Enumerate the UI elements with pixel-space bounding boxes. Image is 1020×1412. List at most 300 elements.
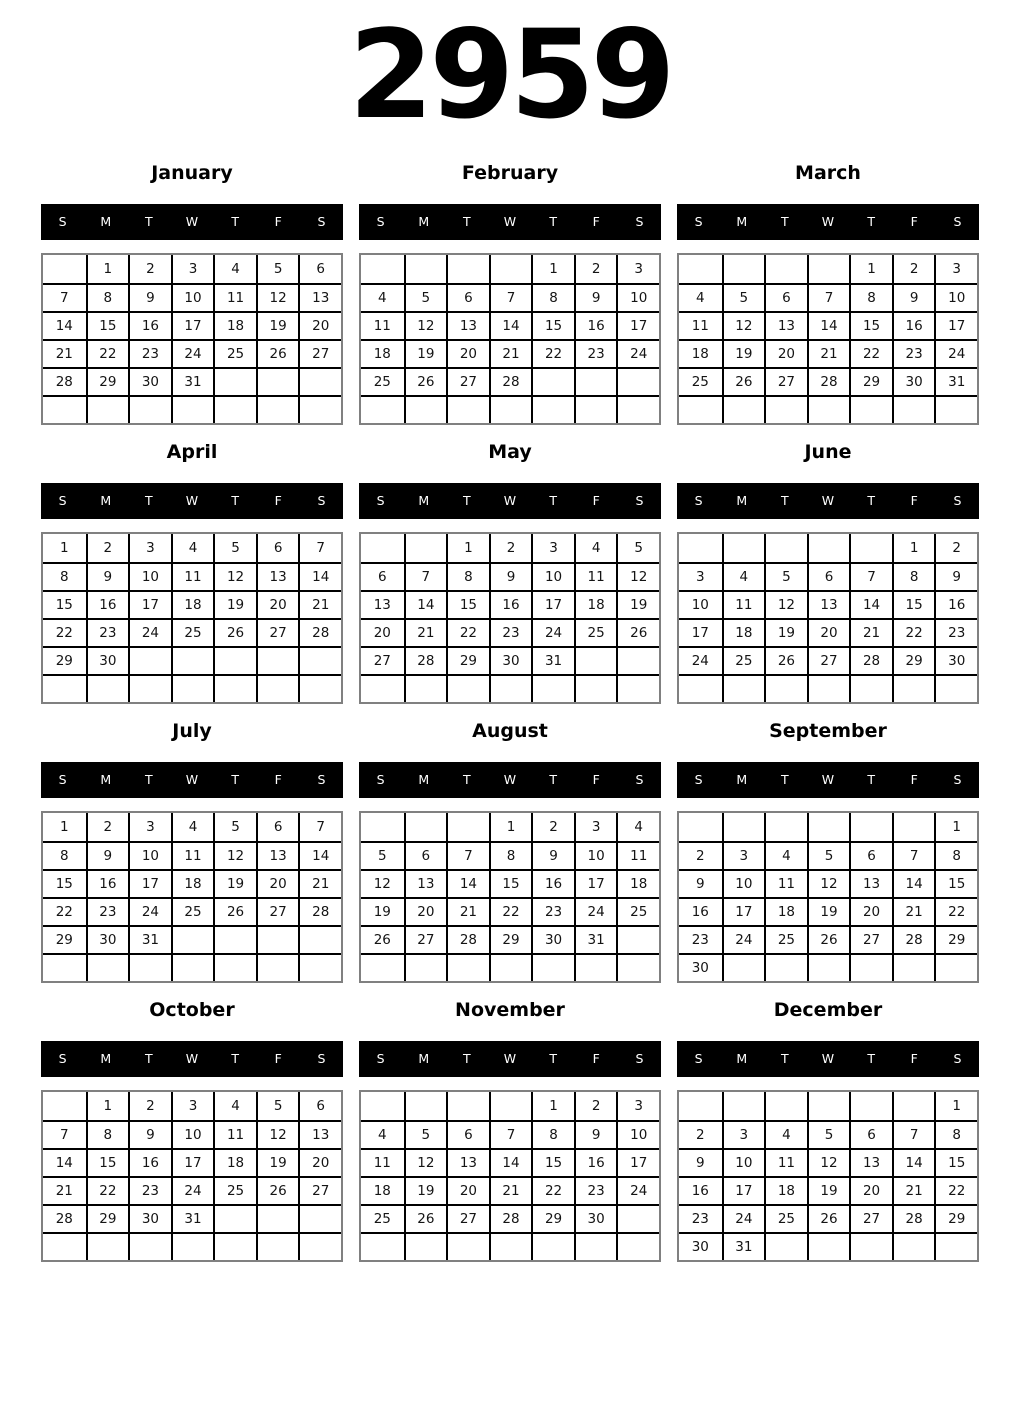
day-cell: 24 — [128, 618, 171, 646]
day-cell: 20 — [764, 339, 807, 367]
day-cell: 28 — [298, 618, 341, 646]
day-cell: 17 — [616, 311, 659, 339]
day-cell-empty — [849, 534, 892, 562]
day-cell: 2 — [128, 255, 171, 283]
weekday-label: T — [549, 1051, 557, 1066]
day-cell: 20 — [849, 897, 892, 925]
day-cell: 11 — [171, 562, 214, 590]
day-cell: 23 — [86, 897, 129, 925]
month-title-december: December — [773, 999, 883, 1021]
day-cell: 31 — [171, 367, 214, 395]
day-cell-empty — [86, 395, 129, 423]
day-cell: 5 — [404, 283, 447, 311]
day-cell: 30 — [574, 1204, 617, 1232]
day-cell: 12 — [213, 562, 256, 590]
day-cell: 6 — [404, 841, 447, 869]
day-cell: 11 — [616, 841, 659, 869]
day-cell-empty — [892, 1232, 935, 1260]
weekday-label: T — [781, 493, 789, 508]
day-cell-empty — [616, 395, 659, 423]
weekday-label: T — [867, 1051, 875, 1066]
day-cell: 1 — [86, 1092, 129, 1120]
month-october — [41, 999, 343, 1262]
day-cell: 22 — [86, 339, 129, 367]
day-cell: 29 — [892, 646, 935, 674]
day-cell-empty — [86, 1232, 129, 1260]
day-cell: 21 — [807, 339, 850, 367]
day-cell: 30 — [531, 925, 574, 953]
day-cell: 11 — [764, 1148, 807, 1176]
month-july — [41, 720, 343, 983]
day-cell: 1 — [489, 813, 532, 841]
day-cell: 17 — [171, 1148, 214, 1176]
day-cell-empty — [531, 953, 574, 981]
day-cell: 21 — [446, 897, 489, 925]
day-cell: 9 — [679, 1148, 722, 1176]
day-cell: 9 — [489, 562, 532, 590]
day-cell: 11 — [213, 283, 256, 311]
day-cell: 11 — [213, 1120, 256, 1148]
day-cell: 15 — [43, 869, 86, 897]
day-cell-empty — [574, 1232, 617, 1260]
month-may — [359, 441, 661, 704]
day-cell-empty — [298, 925, 341, 953]
day-cell: 29 — [86, 367, 129, 395]
day-cell: 7 — [298, 534, 341, 562]
weekday-label: S — [376, 1051, 385, 1066]
day-cell-empty — [298, 1232, 341, 1260]
weekday-label: T — [231, 214, 239, 229]
day-cell: 14 — [298, 562, 341, 590]
day-cell-empty — [574, 367, 617, 395]
day-cell-empty — [764, 813, 807, 841]
day-cell: 14 — [489, 311, 532, 339]
day-cell: 25 — [213, 1176, 256, 1204]
day-cell: 25 — [679, 367, 722, 395]
day-cell-empty — [171, 1232, 214, 1260]
day-cell-empty — [213, 395, 256, 423]
day-cell: 12 — [722, 311, 765, 339]
day-cell-empty — [298, 953, 341, 981]
day-cell: 21 — [892, 897, 935, 925]
day-cell-empty — [446, 255, 489, 283]
day-cell: 15 — [446, 590, 489, 618]
day-cell-empty — [171, 953, 214, 981]
day-cell: 7 — [43, 1120, 86, 1148]
weekday-label: W — [821, 214, 835, 229]
day-cell: 6 — [446, 1120, 489, 1148]
day-cell-empty — [213, 925, 256, 953]
day-cell: 5 — [361, 841, 404, 869]
day-cell: 7 — [404, 562, 447, 590]
day-cell: 13 — [256, 841, 299, 869]
day-cell: 6 — [849, 1120, 892, 1148]
day-cell-empty — [86, 674, 129, 702]
day-cell: 13 — [807, 590, 850, 618]
day-cell-empty — [446, 1092, 489, 1120]
day-cell: 19 — [213, 590, 256, 618]
day-cell: 21 — [298, 590, 341, 618]
day-cell-empty — [679, 255, 722, 283]
day-cell: 28 — [43, 1204, 86, 1232]
day-cell-empty — [171, 925, 214, 953]
day-cell: 18 — [764, 1176, 807, 1204]
day-cell-empty — [43, 674, 86, 702]
day-cell: 27 — [446, 1204, 489, 1232]
day-cell: 21 — [489, 339, 532, 367]
day-cell-empty — [489, 674, 532, 702]
weekday-label: S — [317, 493, 326, 508]
day-cell: 7 — [298, 813, 341, 841]
weekday-label: S — [953, 214, 962, 229]
day-cell: 27 — [298, 1176, 341, 1204]
day-cell: 27 — [404, 925, 447, 953]
day-cell: 27 — [446, 367, 489, 395]
day-cell: 23 — [574, 1176, 617, 1204]
day-grid-may — [359, 532, 661, 704]
day-cell-empty — [128, 646, 171, 674]
day-cell-empty — [171, 674, 214, 702]
day-cell: 25 — [574, 618, 617, 646]
month-november — [359, 999, 661, 1262]
weekday-label: T — [781, 214, 789, 229]
day-cell: 22 — [531, 339, 574, 367]
weekday-label: W — [503, 1051, 517, 1066]
month-title-july: July — [172, 720, 212, 742]
weekday-label: M — [100, 214, 112, 229]
day-cell-empty — [361, 255, 404, 283]
day-cell-empty — [616, 1204, 659, 1232]
day-cell: 30 — [892, 367, 935, 395]
weekday-label: M — [736, 214, 748, 229]
weekday-header-april — [41, 483, 343, 519]
day-cell: 5 — [256, 1092, 299, 1120]
day-cell: 15 — [531, 311, 574, 339]
weekday-header-december — [677, 1041, 979, 1077]
day-cell-empty — [404, 534, 447, 562]
weekday-label: S — [58, 493, 67, 508]
day-cell: 8 — [531, 283, 574, 311]
day-cell: 7 — [892, 1120, 935, 1148]
day-cell: 26 — [256, 339, 299, 367]
day-cell: 1 — [531, 255, 574, 283]
day-cell-empty — [86, 953, 129, 981]
day-cell: 16 — [86, 590, 129, 618]
day-cell: 8 — [43, 562, 86, 590]
day-cell-empty — [679, 813, 722, 841]
day-cell: 17 — [679, 618, 722, 646]
day-cell: 5 — [404, 1120, 447, 1148]
day-cell: 11 — [574, 562, 617, 590]
day-cell: 21 — [43, 339, 86, 367]
day-cell: 17 — [722, 897, 765, 925]
day-cell: 24 — [171, 1176, 214, 1204]
day-cell-empty — [256, 1232, 299, 1260]
day-cell: 9 — [86, 562, 129, 590]
day-cell: 4 — [213, 1092, 256, 1120]
day-cell: 25 — [361, 1204, 404, 1232]
day-cell: 29 — [43, 925, 86, 953]
day-cell: 17 — [934, 311, 977, 339]
day-cell-empty — [489, 255, 532, 283]
day-cell: 27 — [256, 897, 299, 925]
day-cell: 13 — [361, 590, 404, 618]
day-cell: 6 — [764, 283, 807, 311]
day-cell: 4 — [361, 283, 404, 311]
day-cell-empty — [298, 395, 341, 423]
day-cell: 13 — [404, 869, 447, 897]
day-cell-empty — [404, 953, 447, 981]
day-cell: 3 — [722, 841, 765, 869]
day-cell: 2 — [574, 255, 617, 283]
day-cell: 17 — [128, 590, 171, 618]
day-cell: 23 — [934, 618, 977, 646]
day-cell: 2 — [86, 813, 129, 841]
day-cell-empty — [807, 674, 850, 702]
day-cell: 11 — [764, 869, 807, 897]
weekday-label: T — [549, 493, 557, 508]
day-cell: 19 — [764, 618, 807, 646]
day-cell: 1 — [849, 255, 892, 283]
day-cell: 19 — [807, 1176, 850, 1204]
day-cell: 14 — [849, 590, 892, 618]
weekday-label: M — [100, 493, 112, 508]
day-cell-empty — [128, 1232, 171, 1260]
day-cell: 27 — [807, 646, 850, 674]
month-title-october: October — [149, 999, 235, 1021]
weekday-label: F — [910, 493, 918, 508]
day-cell: 8 — [86, 1120, 129, 1148]
day-cell: 25 — [764, 925, 807, 953]
day-cell-empty — [807, 953, 850, 981]
day-cell: 4 — [722, 562, 765, 590]
day-cell: 23 — [531, 897, 574, 925]
day-cell: 13 — [764, 311, 807, 339]
day-cell: 29 — [849, 367, 892, 395]
day-cell: 14 — [489, 1148, 532, 1176]
month-december — [677, 999, 979, 1262]
day-cell: 16 — [531, 869, 574, 897]
day-cell: 6 — [446, 283, 489, 311]
day-cell: 27 — [849, 925, 892, 953]
day-cell-empty — [679, 395, 722, 423]
weekday-header-may — [359, 483, 661, 519]
month-title-june: June — [804, 441, 852, 463]
day-cell: 13 — [446, 311, 489, 339]
day-cell: 28 — [849, 646, 892, 674]
weekday-label: T — [867, 493, 875, 508]
day-grid-september — [677, 811, 979, 983]
day-cell: 24 — [128, 897, 171, 925]
day-cell: 10 — [616, 283, 659, 311]
day-cell: 23 — [892, 339, 935, 367]
day-cell: 28 — [446, 925, 489, 953]
weekday-label: W — [821, 1051, 835, 1066]
day-cell: 5 — [722, 283, 765, 311]
day-cell: 21 — [404, 618, 447, 646]
weekday-header-october — [41, 1041, 343, 1077]
weekday-label: W — [503, 214, 517, 229]
day-cell-empty — [807, 534, 850, 562]
day-cell: 6 — [298, 1092, 341, 1120]
day-cell-empty — [807, 1232, 850, 1260]
day-cell: 27 — [298, 339, 341, 367]
weekday-label: S — [58, 214, 67, 229]
weekday-label: T — [145, 772, 153, 787]
day-cell-empty — [128, 674, 171, 702]
day-cell-empty — [404, 395, 447, 423]
day-cell: 8 — [489, 841, 532, 869]
day-cell: 26 — [256, 1176, 299, 1204]
day-cell: 3 — [171, 255, 214, 283]
weekday-label: W — [185, 493, 199, 508]
day-cell-empty — [361, 953, 404, 981]
day-cell: 16 — [892, 311, 935, 339]
day-cell-empty — [679, 534, 722, 562]
month-june — [677, 441, 979, 704]
day-cell: 11 — [361, 311, 404, 339]
day-cell: 13 — [256, 562, 299, 590]
day-cell-empty — [934, 953, 977, 981]
day-cell: 9 — [574, 283, 617, 311]
weekday-label: T — [549, 772, 557, 787]
day-cell-empty — [849, 813, 892, 841]
day-cell: 1 — [934, 813, 977, 841]
day-cell-empty — [679, 1092, 722, 1120]
day-cell-empty — [616, 367, 659, 395]
weekday-label: S — [694, 493, 703, 508]
month-august — [359, 720, 661, 983]
weekday-label: W — [821, 493, 835, 508]
weekday-label: M — [418, 214, 430, 229]
day-cell-empty — [256, 395, 299, 423]
weekday-label: T — [781, 772, 789, 787]
weekday-label: S — [58, 772, 67, 787]
day-cell: 10 — [722, 1148, 765, 1176]
month-april — [41, 441, 343, 704]
weekday-label: W — [503, 493, 517, 508]
day-cell: 12 — [213, 841, 256, 869]
day-cell-empty — [256, 646, 299, 674]
day-cell-empty — [531, 674, 574, 702]
day-grid-july — [41, 811, 343, 983]
weekday-label: F — [274, 493, 282, 508]
day-cell: 3 — [616, 255, 659, 283]
day-cell: 1 — [86, 255, 129, 283]
day-cell-empty — [43, 953, 86, 981]
day-cell-empty — [892, 395, 935, 423]
day-cell: 9 — [574, 1120, 617, 1148]
day-cell-empty — [404, 1232, 447, 1260]
month-title-february: February — [461, 162, 559, 184]
day-cell: 4 — [171, 813, 214, 841]
day-cell: 13 — [849, 1148, 892, 1176]
weekday-label: S — [635, 214, 644, 229]
day-cell-empty — [489, 395, 532, 423]
day-cell: 12 — [256, 283, 299, 311]
day-cell: 2 — [128, 1092, 171, 1120]
day-cell: 29 — [446, 646, 489, 674]
day-cell: 20 — [807, 618, 850, 646]
day-cell: 27 — [256, 618, 299, 646]
weekday-label: T — [231, 772, 239, 787]
weekday-label: M — [736, 772, 748, 787]
weekday-label: S — [317, 214, 326, 229]
day-cell: 3 — [574, 813, 617, 841]
day-cell: 8 — [446, 562, 489, 590]
day-cell: 12 — [404, 1148, 447, 1176]
day-cell: 6 — [807, 562, 850, 590]
day-cell-empty — [404, 674, 447, 702]
day-cell: 16 — [934, 590, 977, 618]
day-cell: 31 — [531, 646, 574, 674]
day-cell: 3 — [616, 1092, 659, 1120]
day-cell: 26 — [404, 1204, 447, 1232]
day-cell: 5 — [256, 255, 299, 283]
weekday-label: M — [418, 493, 430, 508]
day-cell: 4 — [574, 534, 617, 562]
day-cell-empty — [213, 646, 256, 674]
day-cell: 26 — [361, 925, 404, 953]
day-cell: 26 — [764, 646, 807, 674]
day-cell-empty — [892, 953, 935, 981]
day-cell: 2 — [679, 841, 722, 869]
day-cell-empty — [298, 367, 341, 395]
weekday-label: F — [274, 772, 282, 787]
weekday-label: S — [317, 1051, 326, 1066]
day-cell: 1 — [446, 534, 489, 562]
day-cell: 21 — [489, 1176, 532, 1204]
day-cell: 30 — [128, 1204, 171, 1232]
day-cell: 20 — [849, 1176, 892, 1204]
day-grid-february — [359, 253, 661, 425]
month-title-march: March — [795, 162, 861, 184]
day-cell: 25 — [616, 897, 659, 925]
day-cell: 14 — [43, 311, 86, 339]
day-cell: 6 — [256, 534, 299, 562]
day-cell: 2 — [934, 534, 977, 562]
day-cell-empty — [807, 395, 850, 423]
day-cell: 20 — [404, 897, 447, 925]
weekday-label: S — [376, 214, 385, 229]
day-cell: 29 — [86, 1204, 129, 1232]
day-cell: 20 — [256, 869, 299, 897]
weekday-label: M — [736, 1051, 748, 1066]
day-cell: 10 — [934, 283, 977, 311]
day-cell: 16 — [574, 1148, 617, 1176]
month-title-may: May — [488, 441, 532, 463]
day-cell-empty — [446, 674, 489, 702]
day-cell: 18 — [616, 869, 659, 897]
day-cell: 19 — [722, 339, 765, 367]
day-cell: 6 — [361, 562, 404, 590]
day-cell-empty — [446, 953, 489, 981]
day-cell-empty — [404, 813, 447, 841]
day-cell: 26 — [807, 1204, 850, 1232]
day-cell: 19 — [256, 1148, 299, 1176]
day-cell-empty — [807, 1092, 850, 1120]
day-cell-empty — [616, 953, 659, 981]
day-cell: 15 — [849, 311, 892, 339]
day-cell-empty — [616, 925, 659, 953]
day-cell: 21 — [43, 1176, 86, 1204]
day-cell: 24 — [679, 646, 722, 674]
day-cell: 14 — [446, 869, 489, 897]
day-cell: 10 — [616, 1120, 659, 1148]
day-cell-empty — [361, 534, 404, 562]
day-cell-empty — [764, 674, 807, 702]
day-cell: 20 — [256, 590, 299, 618]
